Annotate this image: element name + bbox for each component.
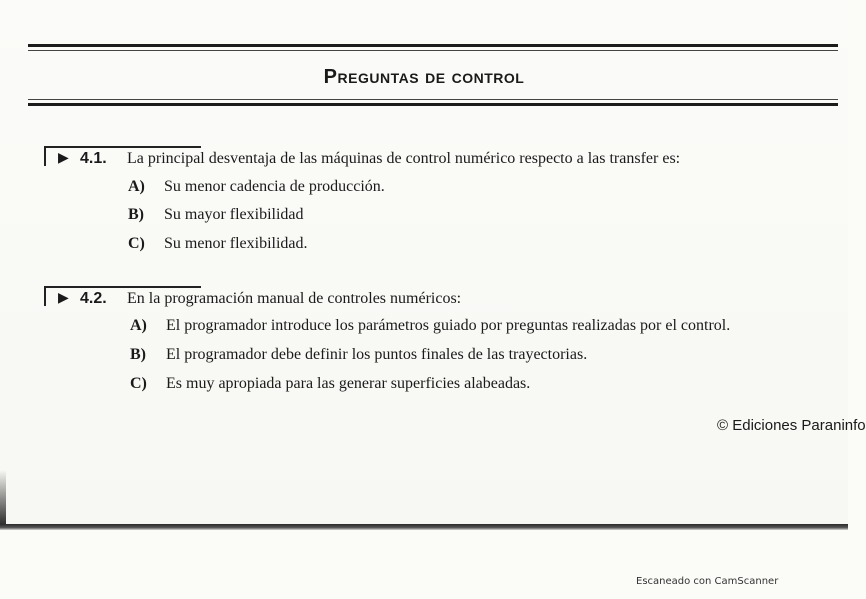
option-c [130,375,530,393]
option-text: Su menor cadencia de producción. [164,178,385,195]
question-number: 4.1. [80,150,107,167]
option-letter: C) [128,235,145,252]
option-text: Es muy apropiada para las generar superficies alabeadas. [166,375,531,392]
scanner-watermark: Escaneado con CamScanner [636,576,779,587]
header-rule-top-thin [28,50,838,51]
question-number: 4.2. [80,290,107,307]
option-text: El programador debe definir los puntos finales de las trayectorias. [166,346,588,363]
option-b [130,346,587,364]
header-rule-top-thick [28,44,838,47]
header-rule-bottom-thick [28,103,838,106]
option-c [128,235,308,253]
copyright-notice: © Ediciones Paraninfo [717,417,866,434]
header-rule-bottom-thin [28,99,838,100]
page-edge-shadow [0,470,6,530]
question-stem: La principal desventaja de las máquinas de control numérico respecto a las transfer es: [127,150,681,167]
option-letter: A) [130,317,147,334]
option-letter: B) [128,206,144,223]
option-letter: B) [130,346,146,363]
page-bottom-edge [0,524,848,530]
option-b [128,206,304,224]
play-triangle-icon: ▶ [58,290,69,306]
option-text: El programador introduce los parámetros guiado por preguntas realizadas por el control. [166,317,731,334]
option-text: Su mayor flexibilidad [164,206,304,223]
option-letter: C) [130,375,147,392]
option-letter: A) [128,178,145,195]
option-a [128,178,385,196]
section-title: Preguntas de control [323,66,525,88]
option-text: Su menor flexibilidad. [164,235,308,252]
question-stem: En la programación manual de controles numéricos: [127,290,462,307]
play-triangle-icon: ▶ [58,150,69,166]
option-a [130,317,730,335]
